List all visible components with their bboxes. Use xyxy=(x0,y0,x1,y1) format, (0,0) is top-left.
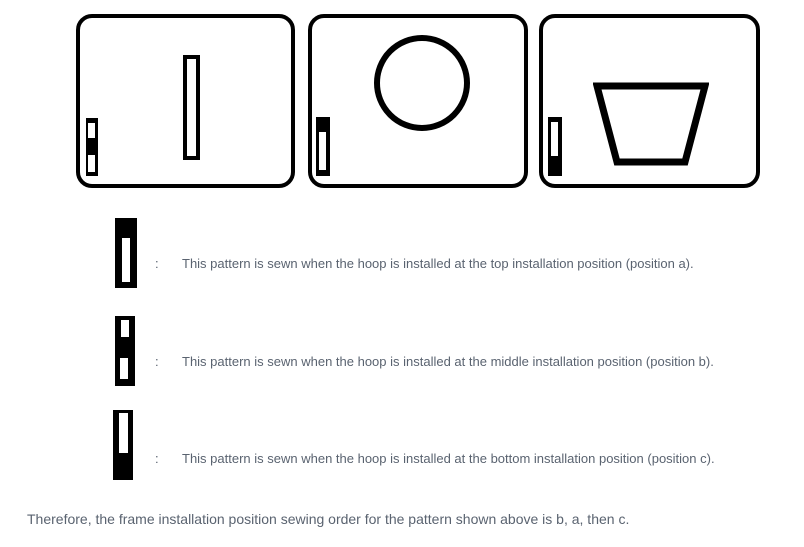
indicator-slot xyxy=(88,155,95,172)
indicator-slot xyxy=(88,123,95,138)
indicator-slot xyxy=(122,238,130,282)
legend-separator: : xyxy=(155,256,159,271)
legend-separator: : xyxy=(155,354,159,369)
pattern-frame-2 xyxy=(308,14,528,188)
hoop-top-position-icon xyxy=(316,117,330,176)
vertical-bar-pattern-icon xyxy=(183,55,200,160)
indicator-slot xyxy=(119,413,128,453)
legend-text-middle-position: This pattern is sewn when the hoop is installed at the middle installation position (position b). xyxy=(182,354,714,369)
indicator-slot xyxy=(121,320,129,337)
pattern-frame-3 xyxy=(539,14,760,188)
conclusion-text: Therefore, the frame installation position sewing order for the pattern shown above is b, a, then c. xyxy=(27,511,630,527)
legend-text-bottom-position: This pattern is sewn when the hoop is installed at the bottom installation position (position c). xyxy=(182,451,715,466)
indicator-slot xyxy=(551,122,558,156)
indicator-slot xyxy=(319,132,326,170)
legend-separator: : xyxy=(155,451,159,466)
hoop-bottom-position-icon xyxy=(113,410,133,480)
circle-pattern-icon xyxy=(374,35,470,131)
hoop-middle-position-icon xyxy=(86,118,98,176)
hoop-bottom-position-icon xyxy=(548,117,562,176)
pattern-frame-1 xyxy=(76,14,295,188)
trapezoid-pattern-icon xyxy=(593,81,709,169)
legend-text-top-position: This pattern is sewn when the hoop is installed at the top installation position (position a). xyxy=(182,256,694,271)
hoop-middle-position-icon xyxy=(115,316,135,386)
hoop-top-position-icon xyxy=(115,218,137,288)
indicator-slot xyxy=(120,358,128,379)
